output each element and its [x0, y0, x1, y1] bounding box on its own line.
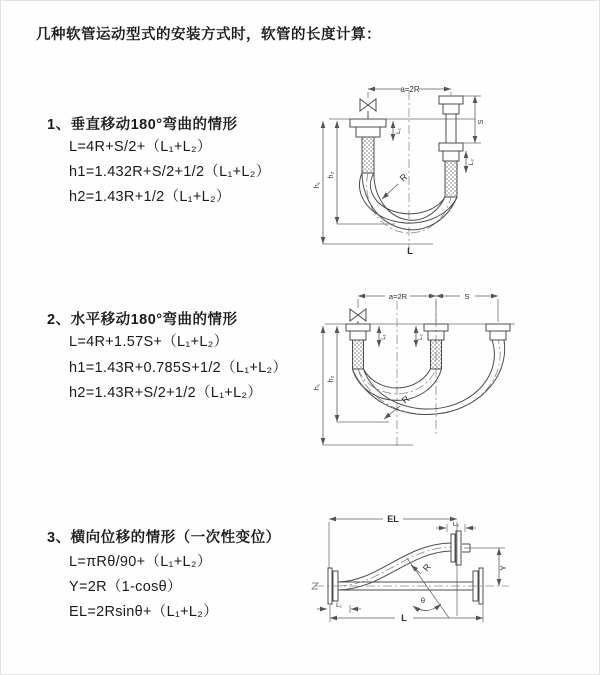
section-3-heading: 3、横向位移的情形（一次性变位）: [47, 530, 281, 546]
formula-s2-h2: h2=1.43R+S/2+1/2（L₁+L₂）: [69, 385, 263, 401]
dim-label-y: Y: [499, 565, 508, 571]
dim-label-l: L: [401, 613, 407, 624]
radius-callout: [382, 171, 410, 199]
valve-icon: [360, 99, 376, 119]
right-fitting-upper: [439, 96, 463, 143]
formula-s1-h2: h2=1.43R+1/2（L₁+L₂）: [69, 189, 231, 205]
left-fitting: [350, 119, 386, 173]
dim-label-l1: L₁: [395, 128, 402, 134]
right-fitting: [486, 324, 510, 340]
radius-callout: [407, 558, 449, 618]
dimension-y: [464, 548, 508, 586]
dim-label-l1: L₁: [381, 334, 387, 340]
braided-hose-left: [353, 340, 364, 369]
dimension-stroke-s: [463, 96, 485, 143]
dimension-el: [329, 514, 457, 616]
braided-hose-left: [362, 137, 374, 173]
formula-s2-l: L=4R+1.57S+（L₁+L₂）: [69, 334, 229, 350]
dimension-l2: [466, 151, 475, 173]
centerline-hose-2: [358, 340, 500, 415]
formula-s3-y: Y=2R（1-cosθ）: [69, 579, 182, 595]
valve-icon: [350, 309, 366, 324]
dim-label-l2: L₂: [418, 334, 424, 340]
diagram-horizontal-180-bend: [313, 287, 591, 455]
formula-s3-l: L=πRθ/90+（L₁+L₂）: [69, 554, 212, 570]
dimension-l2: [416, 326, 424, 347]
angle-callout: [413, 596, 441, 611]
dimension-l2: [436, 521, 476, 532]
right-fitting-lower: [439, 143, 463, 197]
formula-s1-l: L=4R+S/2+（L₁+L₂）: [69, 139, 212, 155]
page-title: 几种软管运动型式的安装方式时，软管的长度计算：: [36, 27, 381, 43]
braided-hose-mid: [431, 340, 442, 369]
formula-s3-el: EL=2Rsinθ+（L₁+L₂）: [69, 604, 219, 620]
dim-label-h2: h₂: [328, 171, 335, 179]
section-2-heading: 2、水平移动180°弯曲的情形: [47, 312, 238, 328]
angle-label: θ: [420, 596, 426, 605]
dim-label-a2r: a=2R: [388, 292, 408, 301]
mid-fitting: [424, 324, 448, 369]
radius-label: R: [397, 171, 410, 184]
dim-label-s: S: [464, 292, 470, 301]
dimension-l1: [393, 121, 402, 141]
radius-label: R: [420, 561, 433, 574]
braided-hose-right: [445, 161, 457, 197]
dim-label-a2r: a=2R: [400, 85, 420, 94]
radius-label: R: [399, 393, 412, 406]
dim-label-h1: h₁: [314, 383, 321, 391]
u-bend-hose: [353, 340, 505, 415]
dimension-l1: [317, 602, 361, 613]
formula-s2-h1: h1=1.43R+0.785S+1/2（L₁+L₂）: [69, 360, 288, 376]
dim-label-l2: L₂: [468, 158, 475, 166]
length-label: L: [407, 246, 413, 257]
dim-label-l1: L₁: [336, 602, 342, 609]
dimension-a2r: [358, 292, 436, 301]
dimension-l: [330, 605, 483, 624]
dim-label-h1: h₁: [314, 181, 321, 189]
left-fitting: [346, 324, 370, 369]
s-curve-hose: [338, 543, 451, 590]
diagram-vertical-180-bend: [313, 77, 591, 255]
section-1-heading: 1、垂直移动180°弯曲的情形: [47, 117, 238, 133]
dim-label-l2: L₂: [452, 521, 460, 528]
dim-label-el: EL: [387, 514, 399, 524]
diagram-lateral-displacement: [309, 506, 597, 642]
dimension-stroke-s: [358, 292, 498, 322]
dimension-l1: [379, 326, 387, 347]
dim-label-h2: h₂: [328, 375, 335, 383]
formula-s1-h1: h1=1.432R+S/2+1/2（L₁+L₂）: [69, 164, 271, 180]
dim-label-s: S: [476, 119, 485, 125]
u-bend-hose: [359, 173, 457, 230]
